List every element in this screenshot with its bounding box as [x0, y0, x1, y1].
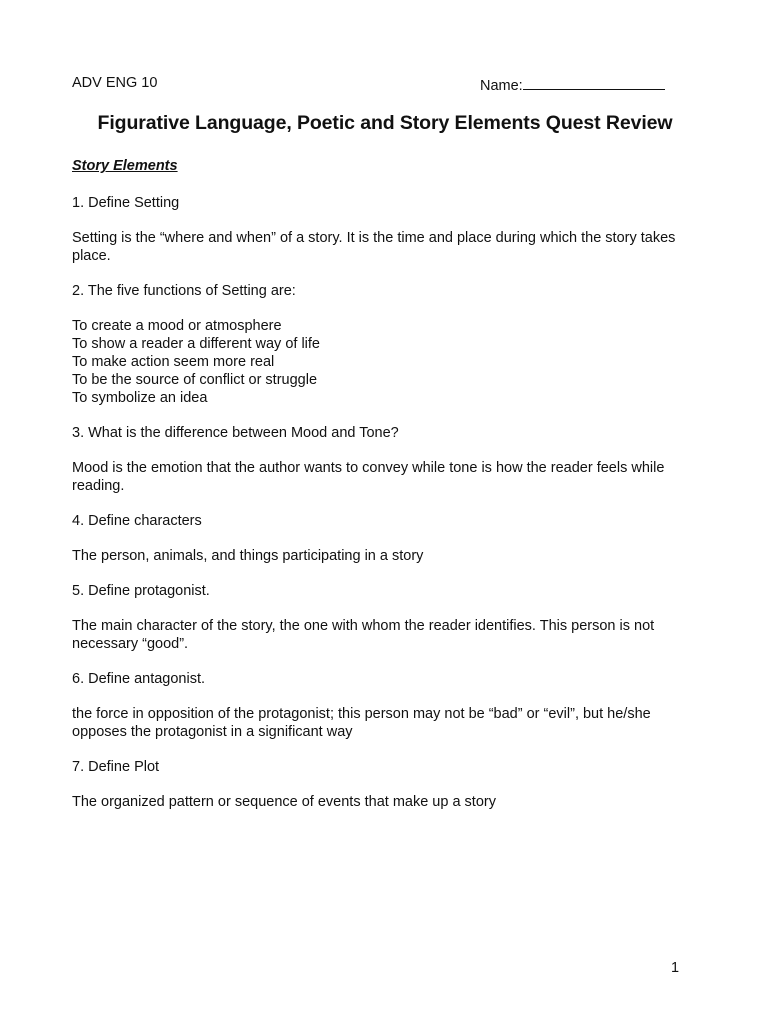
name-field	[480, 75, 665, 94]
answer-3: Mood is the emotion that the author wants to convey while tone is how the reader feels while reading.	[72, 460, 665, 494]
answer-5: The main character of the story, the one with whom the reader identifies. This person is not necessary “good”.	[72, 618, 655, 652]
function-item: To show a reader a different way of life	[72, 336, 320, 352]
function-item: To symbolize an idea	[72, 390, 208, 406]
answer-6: the force in opposition of the protagonist; this person may not be “bad” or “evil”, but he/she opposes the protagonist in a significant way	[72, 706, 651, 740]
question-2: 2. The five functions of Setting are:	[72, 283, 296, 299]
answer-1: Setting is the “where and when” of a story. It is the time and place during which the story takes place.	[72, 230, 676, 264]
name-label: Name:	[480, 78, 523, 94]
setting-functions-list	[72, 317, 682, 407]
answer-7: The organized pattern or sequence of events that make up a story	[72, 794, 496, 810]
header-row	[72, 75, 672, 95]
question-6: 6. Define antagonist.	[72, 671, 206, 687]
document-body	[72, 194, 682, 828]
page-number: 1	[671, 960, 680, 976]
course-label: ADV ENG 10	[72, 75, 158, 91]
section-heading: Story Elements	[72, 158, 178, 174]
question-1: 1. Define Setting	[72, 195, 180, 211]
name-blank-line	[523, 75, 665, 90]
question-7: 7. Define Plot	[72, 759, 160, 775]
function-item: To create a mood or atmosphere	[72, 318, 282, 334]
function-item: To make action seem more real	[72, 354, 275, 370]
function-item: To be the source of conflict or struggle	[72, 372, 318, 388]
question-4: 4. Define characters	[72, 513, 202, 529]
question-3: 3. What is the difference between Mood and Tone?	[72, 425, 399, 441]
answer-4: The person, animals, and things participating in a story	[72, 548, 424, 564]
question-5: 5. Define protagonist.	[72, 583, 210, 599]
document-title: Figurative Language, Poetic and Story Elements Quest Review	[97, 112, 673, 134]
